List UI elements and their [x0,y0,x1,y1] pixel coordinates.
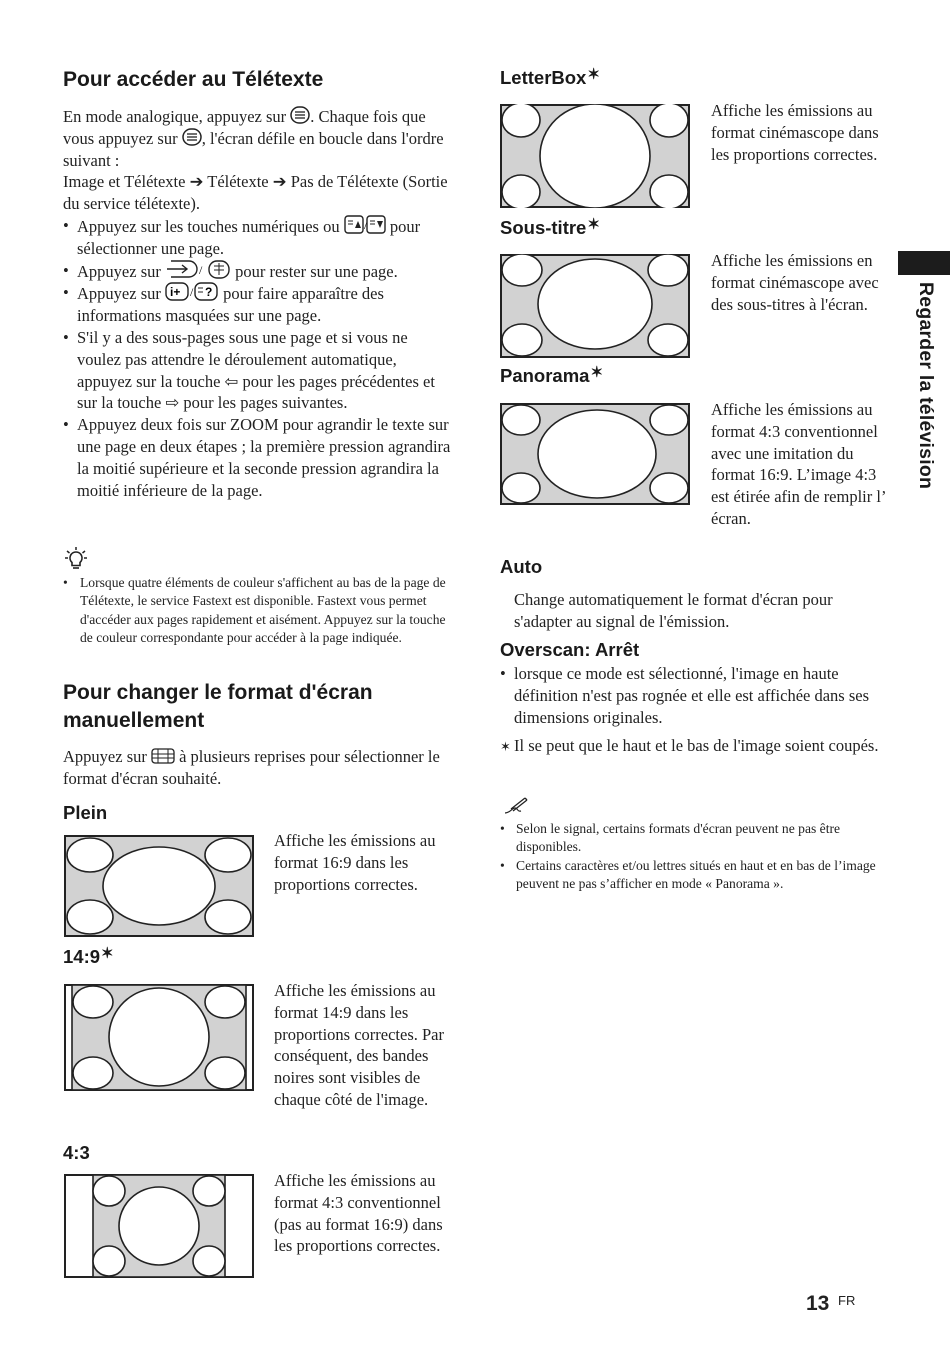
list-item: • Certains caractères et/ou lettres situés en haut et en bas de l’image peuvent ne pas s’afficher en mode « Panorama ». [500,857,892,894]
asterisk-icon: ✶ [587,216,600,233]
arrow-right-icon: ⇨ [165,393,180,413]
format-149-title: 14:9✶ [63,945,114,967]
arrow-right-icon: ➔ [272,172,287,192]
list-item: • Appuyez sur les touches numériques ou / pour sélectionner une page. [63,215,455,260]
page-language: FR [838,1293,856,1308]
lightbulb-icon [65,547,87,571]
format-43-title: 4:3 [63,1142,90,1163]
tip-list [63,574,449,648]
format-43-desc: Affiche les émissions au format 4:3 conventionnel (pas au format 16:9) dans les proportions correctes. [274,1171,443,1256]
svg-text:?: ? [204,285,213,300]
note-pencil-icon [502,796,528,816]
asterisk-icon: ✶ [101,945,114,962]
teletext-icon [182,128,202,146]
asterisk-icon: ✶ [590,364,604,381]
teletext-bullets [63,215,455,501]
list-item: • S'il y a des sous-pages sous une page et si vous ne voulez pas attendre le déroulement automatique, appuyez sur la touche ⇦ pour les pages précédentes et sur la touche ⇨ pour les pages suivantes. [63,327,455,414]
section-side-label: Regarder la télévision [915,282,937,490]
list-item: • Appuyez sur / pour rester sur une page. [63,260,455,283]
format-149-illustration [64,984,254,1091]
overscan-title: Overscan: Arrêt [500,639,640,660]
format-149-desc: Affiche les émissions au format 14:9 dans les proportions correctes. Par conséquent, des bandes noires sont visibles de chaque côté de l'image. [274,981,444,1109]
panorama-desc: Affiche les émissions au format 4:3 conventionnel avec une imitation du format 16:9. L’image 4:3 est étirée afin de remplir l’ écran. [711,400,886,528]
list-item: • Selon le signal, certains formats d'écran peuvent ne pas être disponibles. [500,820,892,857]
svg-text:/: / [363,218,368,232]
asterisk-icon: ✶ [587,66,600,83]
teletext-heading: Pour accéder au Télétexte [63,68,324,91]
format-43-illustration [64,1174,254,1278]
svg-text:i+: i+ [169,285,181,300]
list-item: • Lorsque quatre éléments de couleur s'affichent au bas de la page de Télétexte, le service Fastext est disponible. Fastext vous permet d'accéder aux pages rapidement et aisément. Appuyez sur la touche de couleur correspondante pour accéder à la page indiquée. [63,574,449,648]
page-number: 13 [806,1292,830,1315]
plein-title: Plein [63,802,108,823]
soustitre-desc: Affiche les émissions en format cinémascope avec des sous-titres à l'écran. [711,251,879,314]
overscan-bullets [500,663,890,728]
teletext-icon [290,106,310,124]
hold-page-icon [165,260,231,279]
wide-mode-icon [151,748,175,764]
svg-text:/: / [198,262,203,277]
info-reveal-icon [165,282,219,301]
auto-desc: Change automatiquement le format d'écran pour s'adapter au signal de l'émission. [514,590,833,631]
teletext-intro: En mode analogique, appuyez sur . Chaque fois que vous appuyez sur , l'écran défile en boucle dans l'ordre suivant : Image et Télétexte ➔ Télétexte ➔ Pas de Télétexte (Sortie du service télétexte). [63,107,448,214]
letterbox-desc: Affiche les émissions au format cinémascope dans les proportions correctes. [711,101,879,164]
list-item: • Appuyez deux fois sur ZOOM pour agrandir le texte sur une page en deux étapes ; la première pression agrandira la moitié supérieure et la seconde pression agrandira la moitié inférieure de la page. [63,414,455,501]
panorama-title: Panorama✶ [500,364,604,386]
arrow-right-icon: ➔ [189,172,204,192]
asterisk-icon: ✶ [500,739,511,754]
page-up-down-icon [344,215,386,234]
panorama-illustration [500,403,690,505]
svg-text:/: / [189,285,194,300]
plein-desc: Affiche les émissions au format 16:9 dans les proportions correctes. [274,831,436,894]
note-list [500,820,892,894]
format-heading: Pour changer le format d'écran manuellement [63,681,373,732]
list-item: • Appuyez sur i+ / ? pour faire apparaître des informations masquées sur une page. [63,282,455,327]
letterbox-title: LetterBox✶ [500,66,600,88]
section-tab-marker [898,251,950,275]
auto-title: Auto [500,556,543,577]
soustitre-title: Sous-titre✶ [500,216,600,238]
format-intro: Appuyez sur à plusieurs reprises pour sélectionner le format d'écran souhaité. [63,747,440,788]
soustitre-illustration [500,254,690,358]
list-item: • lorsque ce mode est sélectionné, l'image en haute définition n'est pas rognée et elle est affichée dans ses dimensions originales. [500,663,890,728]
plein-screen-illustration [64,835,254,937]
arrow-left-icon: ⇦ [224,371,239,391]
overscan-note: ✶ Il se peut que le haut et le bas de l'image soient coupés. [500,735,892,757]
letterbox-illustration [500,104,690,208]
